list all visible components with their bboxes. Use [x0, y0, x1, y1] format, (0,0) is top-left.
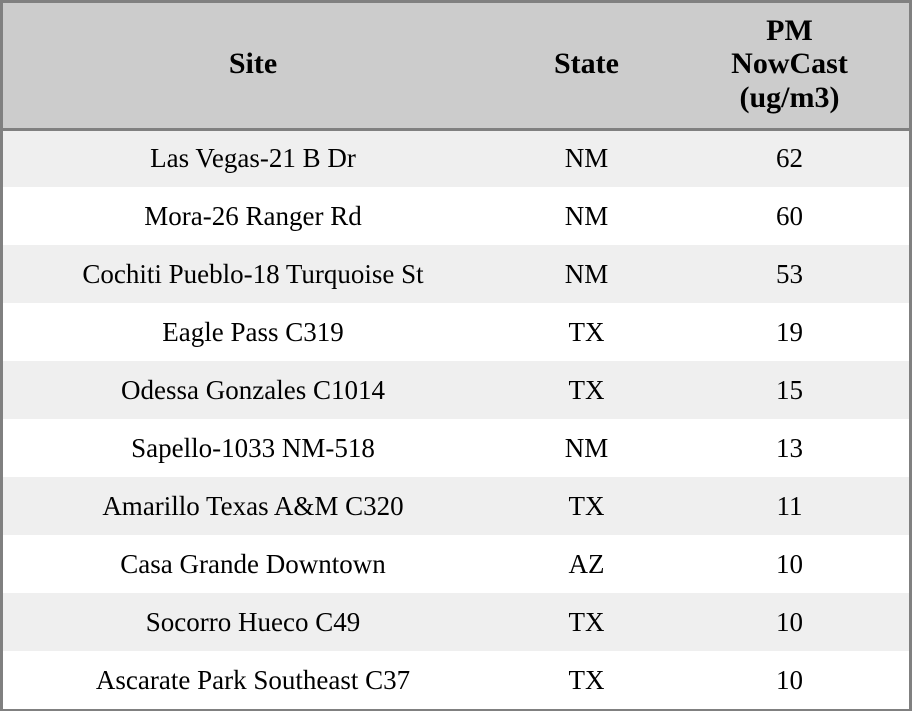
- cell-pm-nowcast: 10: [776, 548, 803, 579]
- cell-site: Cochiti Pueblo-18 Turquoise St: [82, 258, 424, 289]
- cell-pm-nowcast: 53: [776, 258, 803, 289]
- cell-state: TX: [568, 606, 605, 637]
- cell-state: TX: [568, 490, 605, 521]
- table-row: [3, 187, 909, 245]
- table-row: [3, 419, 909, 477]
- table-row: [3, 477, 909, 535]
- table-row: [3, 361, 909, 419]
- column-header-site: Site: [3, 3, 503, 129]
- cell-site: Las Vegas-21 B Dr: [150, 143, 356, 174]
- cell-pm-nowcast: 60: [776, 200, 803, 231]
- cell-state: NM: [564, 200, 609, 231]
- table-row: [3, 245, 909, 303]
- cell-state: TX: [568, 664, 605, 695]
- table-row: [3, 651, 909, 709]
- column-header-pm-nowcast-line1: PM: [766, 13, 813, 47]
- column-header-pm-nowcast-line3: (ug/m3): [739, 81, 840, 115]
- cell-pm-nowcast: 15: [776, 374, 803, 405]
- cell-pm-nowcast: 11: [776, 490, 803, 521]
- cell-state: NM: [564, 432, 609, 463]
- table-row: [3, 129, 909, 187]
- cell-site: Casa Grande Downtown: [120, 548, 386, 579]
- cell-site: Ascarate Park Southeast C37: [95, 664, 411, 695]
- cell-state: TX: [568, 316, 605, 347]
- cell-state: NM: [564, 143, 609, 174]
- column-header-pm-nowcast: [670, 3, 909, 129]
- table-header-row: [3, 3, 909, 129]
- cell-pm-nowcast: 10: [776, 664, 803, 695]
- cell-site: Amarillo Texas A&M C320: [102, 490, 404, 521]
- air-quality-table: [3, 3, 909, 709]
- cell-site: Mora-26 Ranger Rd: [144, 200, 362, 231]
- table-row: [3, 535, 909, 593]
- cell-state: TX: [568, 374, 605, 405]
- column-header-pm-nowcast-line2: NowCast: [731, 47, 848, 81]
- table-row: [3, 593, 909, 651]
- table-row: [3, 303, 909, 361]
- cell-site: Eagle Pass C319: [162, 316, 344, 347]
- column-header-state: State: [503, 3, 670, 129]
- cell-pm-nowcast: 10: [776, 606, 803, 637]
- cell-pm-nowcast: 13: [776, 432, 803, 463]
- cell-pm-nowcast: 19: [776, 316, 803, 347]
- cell-site: Socorro Hueco C49: [145, 606, 361, 637]
- cell-site: Sapello-1033 NM-518: [131, 432, 375, 463]
- cell-site: Odessa Gonzales C1014: [121, 374, 385, 405]
- cell-state: NM: [564, 258, 609, 289]
- cell-state: AZ: [568, 548, 605, 579]
- table-body: [3, 129, 909, 709]
- table-header: [3, 3, 909, 129]
- cell-pm-nowcast: 62: [776, 143, 803, 174]
